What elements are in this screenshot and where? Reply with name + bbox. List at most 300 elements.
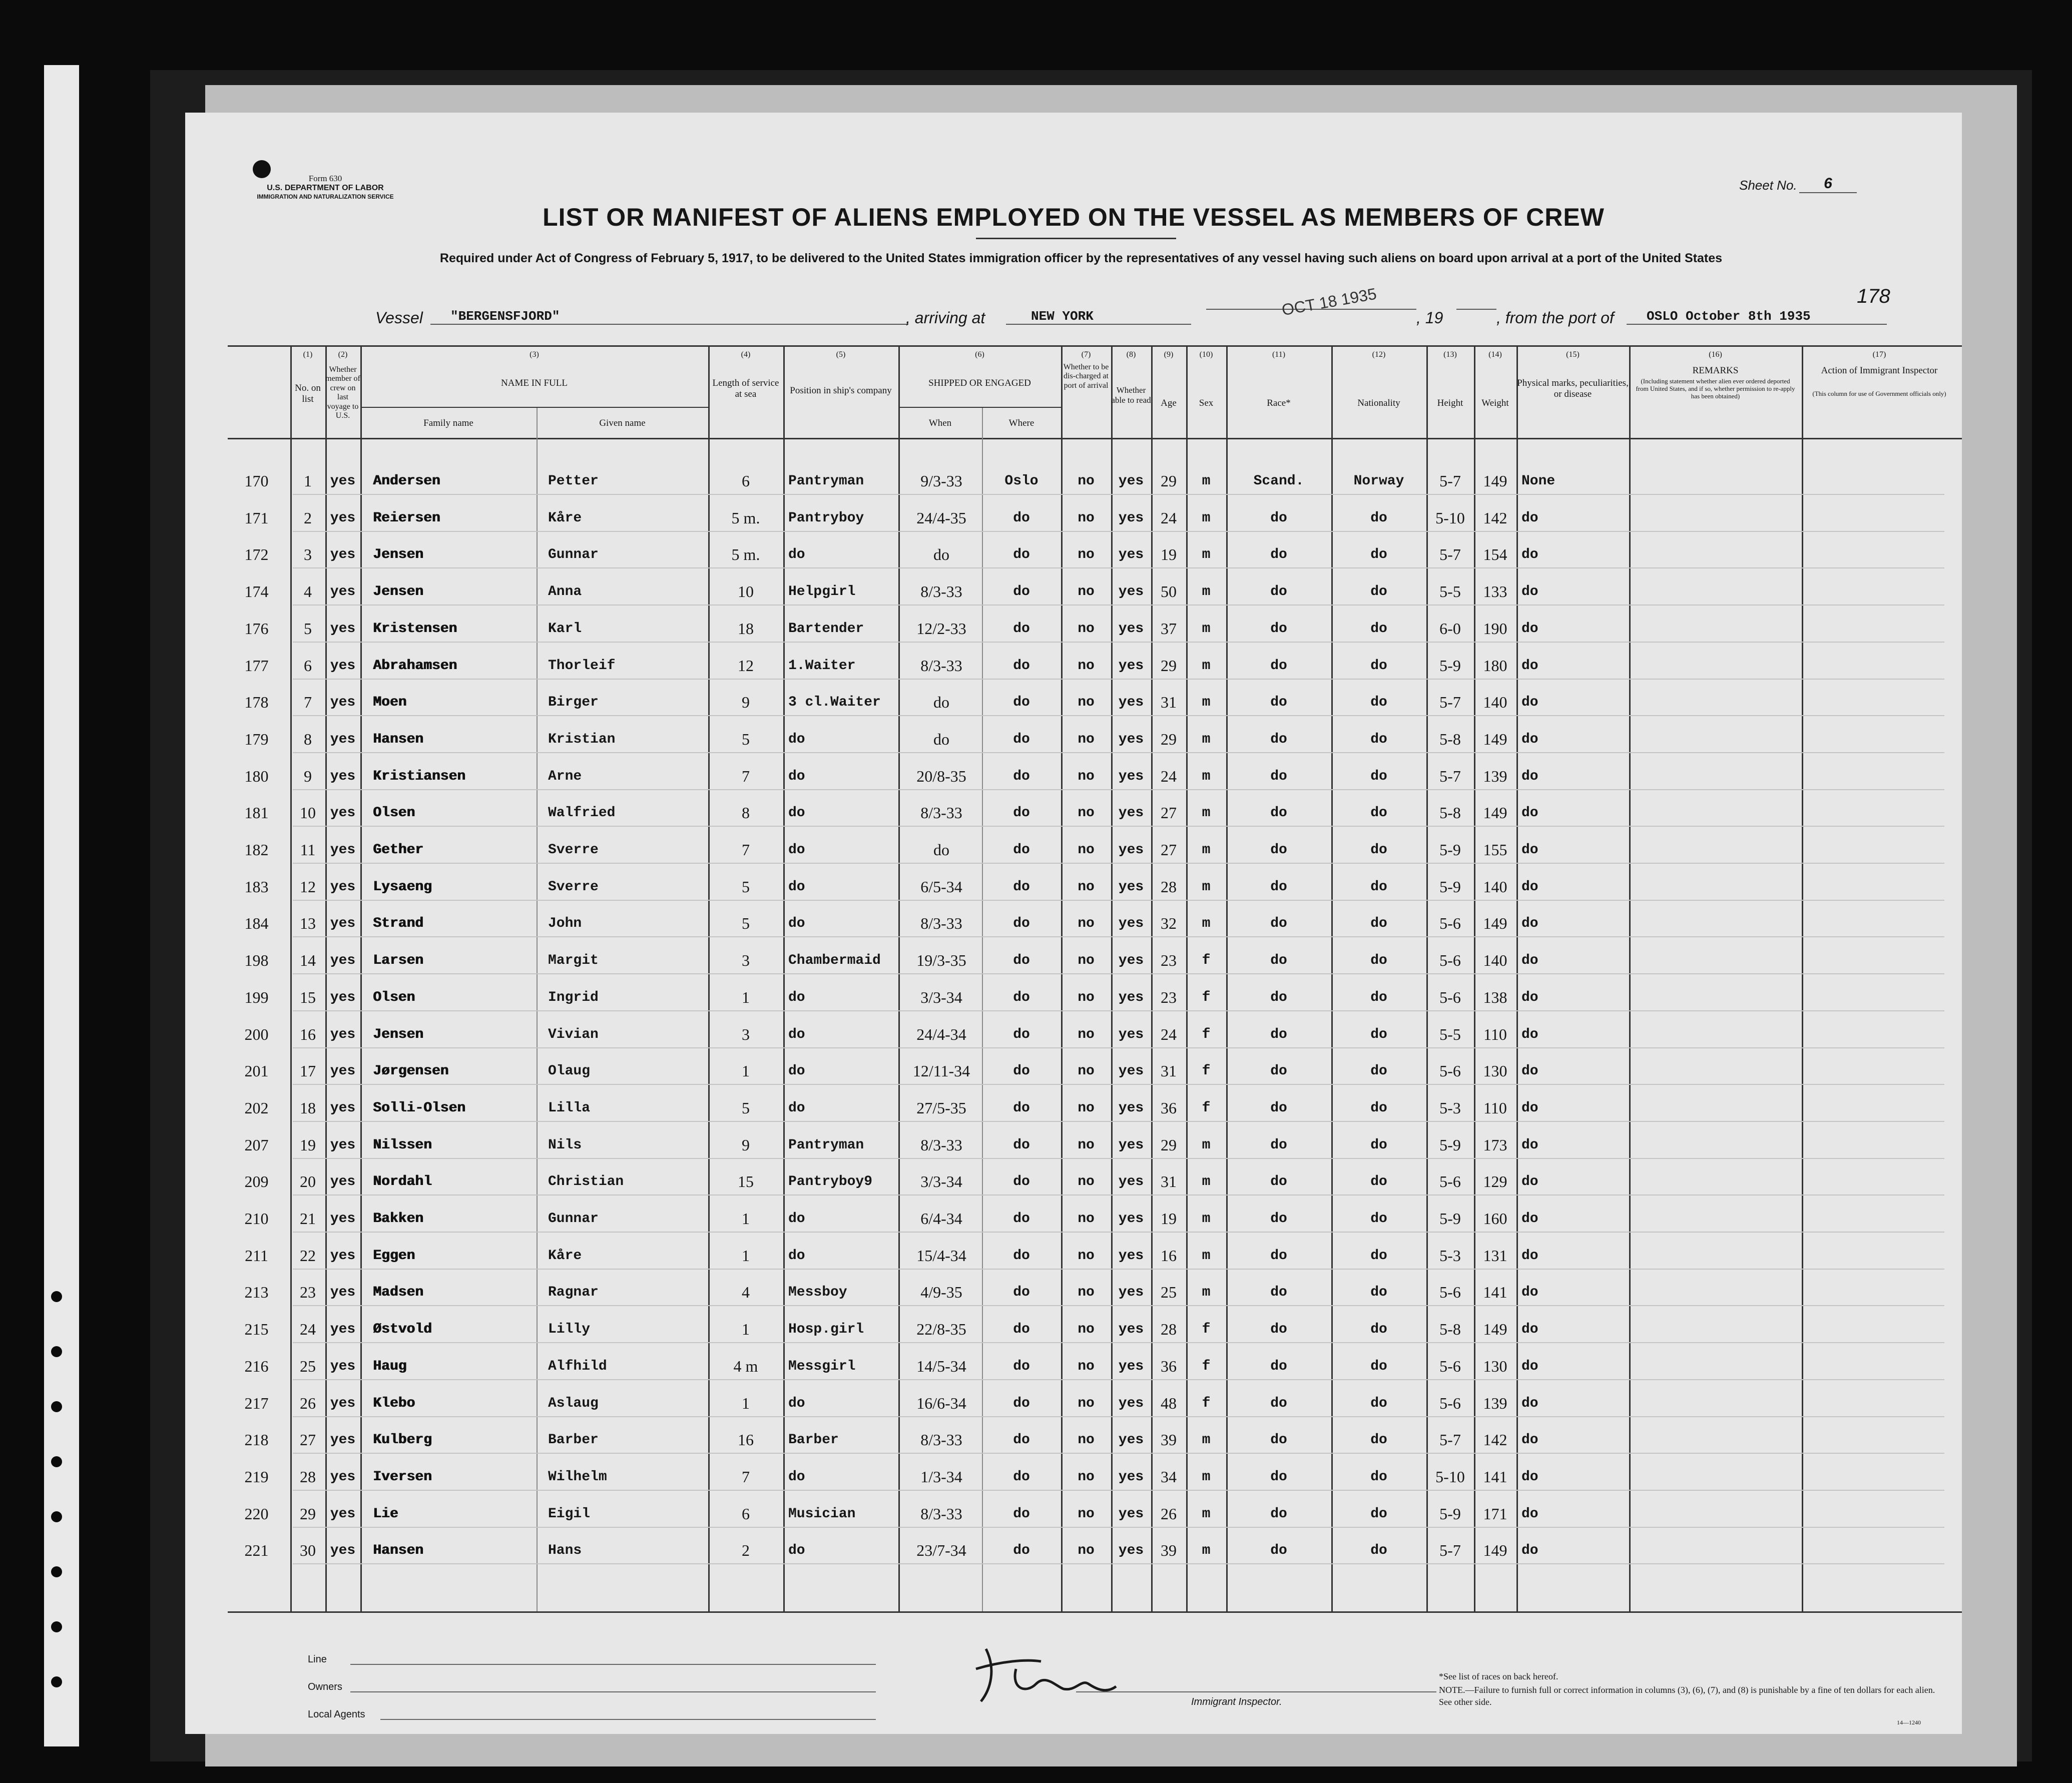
cell-disch: no	[1078, 1174, 1095, 1190]
cell-disch: no	[1078, 1248, 1095, 1264]
cell-age: 29	[1161, 1135, 1177, 1154]
punch-hole	[51, 1621, 62, 1632]
cell-sex: f	[1202, 1100, 1211, 1116]
cell-weight: 149	[1483, 472, 1507, 490]
table-row	[185, 500, 1962, 536]
table-row	[185, 1053, 1962, 1089]
cell-no: 8	[304, 730, 312, 748]
cell-read: yes	[1118, 1174, 1144, 1190]
cell-given: Thorleif	[548, 658, 616, 674]
cell-where: do	[1013, 953, 1030, 969]
cell-given: Barber	[548, 1432, 599, 1448]
form-number: Form 630	[308, 174, 342, 183]
departure-port: OSLO October 8th 1935	[1627, 309, 1887, 325]
cell-race: do	[1270, 1285, 1287, 1301]
cell-read: yes	[1118, 547, 1144, 563]
manifest-sheet	[185, 113, 1962, 1734]
cell-marks: None	[1521, 473, 1556, 489]
cell-nat: do	[1370, 1248, 1387, 1264]
cell-marks: do	[1521, 842, 1538, 858]
cell-weight: 149	[1483, 914, 1507, 933]
fine-note: NOTE.—Failure to furnish full or correct information in columns (3), (6), (7), and (8) is punishable by a fine of ten dollars for each alien. See other side.	[1439, 1685, 1935, 1707]
cell-race: do	[1270, 805, 1287, 821]
cell-when: do	[933, 545, 949, 564]
cell-age: 28	[1161, 1320, 1177, 1339]
cell-weight: 133	[1483, 582, 1507, 601]
cell-read: yes	[1118, 879, 1144, 895]
cell-disch: no	[1078, 768, 1095, 784]
cell-weight: 130	[1483, 1357, 1507, 1375]
cell-position: do	[788, 731, 805, 747]
cell-position: do	[788, 1063, 805, 1079]
cell-where: do	[1013, 1100, 1030, 1116]
cell-marks: do	[1521, 1285, 1538, 1301]
cell-family: Østvold	[373, 1322, 432, 1338]
cell-position: 1.Waiter	[788, 658, 856, 674]
cell-no: 11	[300, 841, 316, 859]
cell-given: Ingrid	[548, 989, 599, 1005]
cell-given: Kåre	[548, 510, 582, 526]
cell-weight: 129	[1483, 1172, 1507, 1191]
cell-nat: do	[1370, 695, 1387, 711]
cell-where: do	[1013, 1358, 1030, 1374]
cell-family: Solli-Olsen	[373, 1100, 465, 1116]
cell-ref: 221	[244, 1541, 269, 1560]
cell-height: 5-8	[1439, 730, 1461, 748]
cell-marks: do	[1521, 1358, 1538, 1374]
cell-sex: m	[1202, 584, 1211, 600]
cell-when: 3/3-34	[920, 1172, 962, 1191]
cell-no: 10	[300, 804, 316, 822]
cell-nat: do	[1370, 731, 1387, 747]
date-stamp: OCT 18 1935	[1280, 284, 1378, 319]
cell-marks: do	[1521, 621, 1538, 637]
cell-race: do	[1270, 768, 1287, 784]
cell-disch: no	[1078, 658, 1095, 674]
cell-height: 5-7	[1439, 472, 1461, 490]
cell-weight: 160	[1483, 1210, 1507, 1228]
cell-where: do	[1013, 731, 1030, 747]
cell-service: 8	[742, 804, 750, 822]
cell-position: Barber	[788, 1432, 839, 1448]
cell-marks: do	[1521, 510, 1538, 526]
cell-height: 5-9	[1439, 877, 1461, 896]
cell-ref: 218	[244, 1431, 269, 1449]
cell-age: 24	[1161, 767, 1177, 785]
owners-label: Owners	[308, 1681, 342, 1692]
cell-sex: f	[1202, 1063, 1211, 1079]
cell-age: 37	[1161, 619, 1177, 638]
cell-sex: f	[1202, 989, 1211, 1005]
cell-read: yes	[1118, 842, 1144, 858]
cell-position: do	[788, 805, 805, 821]
cell-when: do	[933, 730, 949, 748]
cell-nat: do	[1370, 879, 1387, 895]
cell-read: yes	[1118, 1543, 1144, 1559]
cell-nat: do	[1370, 1026, 1387, 1042]
shipped-subrule	[898, 407, 1061, 408]
cell-marks: do	[1521, 584, 1538, 600]
col-num: (13)	[1443, 350, 1457, 359]
cell-sex: m	[1202, 1211, 1211, 1227]
cell-service: 7	[742, 1467, 750, 1486]
cell-no: 2	[304, 508, 312, 527]
cell-given: Anna	[548, 584, 582, 600]
cell-crew: yes	[330, 989, 356, 1005]
cell-where: do	[1013, 1543, 1030, 1559]
table-top-rule	[228, 345, 1962, 347]
cell-weight: 142	[1483, 1431, 1507, 1449]
page-title: LIST OR MANIFEST OF ALIENS EMPLOYED ON THE VESSEL AS MEMBERS OF CREW	[543, 203, 1605, 231]
cell-marks: do	[1521, 1248, 1538, 1264]
cell-ref: 220	[244, 1504, 269, 1523]
punch-hole	[253, 160, 271, 178]
cell-read: yes	[1118, 1100, 1144, 1116]
cell-crew: yes	[330, 510, 356, 526]
cell-nat: do	[1370, 1100, 1387, 1116]
cell-family: Kristensen	[373, 621, 457, 637]
cell-no: 28	[300, 1467, 316, 1486]
table-row	[185, 721, 1962, 758]
cell-where: do	[1013, 547, 1030, 563]
cell-given: Eigil	[548, 1506, 591, 1522]
cell-family: Kristiansen	[373, 768, 465, 784]
cell-given: John	[548, 916, 582, 932]
cell-age: 31	[1161, 1062, 1177, 1080]
cell-family: Eggen	[373, 1248, 415, 1264]
cell-race: do	[1270, 989, 1287, 1005]
header-action: Action of Immigrant Inspector	[1821, 365, 1938, 376]
cell-marks: do	[1521, 1211, 1538, 1227]
cell-no: 1	[304, 472, 312, 490]
cell-service: 1	[742, 1246, 750, 1265]
cell-family: Gether	[373, 842, 423, 858]
cell-age: 31	[1161, 1172, 1177, 1191]
cell-given: Lilla	[548, 1100, 591, 1116]
cell-crew: yes	[330, 1026, 356, 1042]
cell-where: do	[1013, 1174, 1030, 1190]
cell-given: Petter	[548, 473, 599, 489]
cell-height: 5-7	[1439, 1541, 1461, 1560]
cell-weight: 138	[1483, 988, 1507, 1006]
cell-family: Olsen	[373, 805, 415, 821]
punch-hole	[51, 1511, 62, 1522]
cell-ref: 199	[244, 988, 269, 1006]
cell-no: 22	[300, 1246, 316, 1265]
cell-service: 5 m.	[731, 508, 760, 527]
cell-sex: m	[1202, 768, 1211, 784]
cell-when: 8/3-33	[920, 1504, 962, 1523]
cell-age: 39	[1161, 1541, 1177, 1560]
cell-nat: do	[1370, 510, 1387, 526]
cell-when: 22/8-35	[916, 1320, 966, 1339]
table-row	[185, 1163, 1962, 1200]
header-given: Given name	[599, 418, 646, 428]
cell-service: 5	[742, 877, 750, 896]
cell-service: 15	[738, 1172, 754, 1191]
line-field	[350, 1664, 876, 1665]
cell-ref: 216	[244, 1357, 269, 1375]
table-row	[185, 648, 1962, 684]
cell-position: Chambermaid	[788, 953, 881, 969]
cell-age: 50	[1161, 582, 1177, 601]
cell-ref: 183	[244, 877, 269, 896]
header-sex: Sex	[1199, 398, 1214, 408]
year-label: , 19	[1416, 309, 1443, 327]
cell-service: 7	[742, 767, 750, 785]
cell-no: 20	[300, 1172, 316, 1191]
cell-family: Hansen	[373, 1543, 423, 1559]
cell-nat: do	[1370, 1285, 1387, 1301]
cell-service: 5 m.	[731, 545, 760, 564]
cell-race: do	[1270, 695, 1287, 711]
cell-when: 8/3-33	[920, 914, 962, 933]
cell-height: 5-3	[1439, 1246, 1461, 1265]
cell-read: yes	[1118, 1358, 1144, 1374]
table-row	[185, 1127, 1962, 1163]
cell-crew: yes	[330, 1285, 356, 1301]
cell-service: 1	[742, 1394, 750, 1412]
cell-age: 24	[1161, 508, 1177, 527]
cell-given: Sverre	[548, 879, 599, 895]
cell-disch: no	[1078, 1432, 1095, 1448]
cell-given: Christian	[548, 1174, 624, 1190]
cell-race: do	[1270, 1322, 1287, 1338]
cell-position: do	[788, 547, 805, 563]
col-num: (12)	[1372, 350, 1386, 359]
cell-where: do	[1013, 584, 1030, 600]
header-no: No. on list	[295, 383, 321, 404]
cell-race: do	[1270, 1063, 1287, 1079]
cell-crew: yes	[330, 731, 356, 747]
cell-sex: m	[1202, 842, 1211, 858]
cell-sex: m	[1202, 473, 1211, 489]
cell-where: do	[1013, 1395, 1030, 1411]
cell-ref: 215	[244, 1320, 269, 1339]
table-row	[185, 905, 1962, 942]
line-label: Line	[308, 1654, 327, 1665]
cell-marks: do	[1521, 768, 1538, 784]
cell-family: Abrahamsen	[373, 658, 457, 674]
cell-age: 34	[1161, 1467, 1177, 1486]
cell-marks: do	[1521, 695, 1538, 711]
cell-weight: 190	[1483, 619, 1507, 638]
cell-service: 1	[742, 1062, 750, 1080]
cell-family: Nordahl	[373, 1174, 432, 1190]
cell-service: 16	[738, 1431, 754, 1449]
punch-hole	[51, 1401, 62, 1412]
cell-nat: Norway	[1353, 473, 1404, 489]
cell-ref: 217	[244, 1394, 269, 1412]
cell-no: 7	[304, 693, 312, 712]
cell-ref: 170	[244, 472, 269, 490]
cell-crew: yes	[330, 953, 356, 969]
cell-nat: do	[1370, 916, 1387, 932]
cell-nat: do	[1370, 805, 1387, 821]
table-row	[185, 1238, 1962, 1274]
cell-age: 29	[1161, 656, 1177, 675]
cell-position: do	[788, 1395, 805, 1411]
cell-race: do	[1270, 953, 1287, 969]
cell-crew: yes	[330, 879, 356, 895]
header-age: Age	[1161, 398, 1177, 408]
table-row	[185, 1459, 1962, 1495]
cell-service: 1	[742, 1320, 750, 1339]
header-family: Family name	[423, 418, 473, 428]
cell-marks: do	[1521, 1506, 1538, 1522]
cell-disch: no	[1078, 1100, 1095, 1116]
cell-weight: 142	[1483, 508, 1507, 527]
cell-race: do	[1270, 731, 1287, 747]
cell-given: Wilhelm	[548, 1469, 607, 1485]
cell-position: do	[788, 1248, 805, 1264]
cell-read: yes	[1118, 1432, 1144, 1448]
cell-sex: m	[1202, 1174, 1211, 1190]
cell-sex: m	[1202, 1506, 1211, 1522]
cell-disch: no	[1078, 1506, 1095, 1522]
cell-sex: m	[1202, 916, 1211, 932]
cell-family: Olsen	[373, 989, 415, 1005]
cell-given: Hans	[548, 1543, 582, 1559]
cell-sex: m	[1202, 658, 1211, 674]
cell-position: do	[788, 1211, 805, 1227]
cell-height: 5-9	[1439, 656, 1461, 675]
cell-no: 16	[300, 1025, 316, 1043]
cell-crew: yes	[330, 1100, 356, 1116]
table-row	[185, 573, 1962, 610]
vessel-name: "BERGENSFJORD"	[430, 309, 908, 325]
cell-marks: do	[1521, 879, 1538, 895]
cell-when: do	[933, 841, 949, 859]
header-height: Height	[1437, 398, 1463, 408]
cell-no: 30	[300, 1541, 316, 1560]
cell-crew: yes	[330, 768, 356, 784]
cell-nat: do	[1370, 989, 1387, 1005]
cell-nat: do	[1370, 1432, 1387, 1448]
cell-service: 6	[742, 472, 750, 490]
cell-position: Messgirl	[788, 1358, 856, 1374]
department: U.S. DEPARTMENT OF LABOR	[267, 184, 384, 192]
cell-height: 5-6	[1439, 988, 1461, 1006]
cell-no: 17	[300, 1062, 316, 1080]
header-position: Position in ship's company	[790, 385, 892, 396]
cell-weight: 140	[1483, 693, 1507, 712]
cell-when: 23/7-34	[916, 1541, 966, 1560]
cell-read: yes	[1118, 1395, 1144, 1411]
cell-given: Birger	[548, 695, 599, 711]
cell-disch: no	[1078, 1211, 1095, 1227]
cell-no: 6	[304, 656, 312, 675]
cell-sex: f	[1202, 1358, 1211, 1374]
cell-sex: m	[1202, 879, 1211, 895]
cell-race: do	[1270, 1543, 1287, 1559]
cell-weight: 173	[1483, 1135, 1507, 1154]
cell-position: Bartender	[788, 621, 864, 637]
cell-disch: no	[1078, 1322, 1095, 1338]
cell-family: Iversen	[373, 1469, 432, 1485]
cell-age: 25	[1161, 1283, 1177, 1302]
cell-ref: 182	[244, 841, 269, 859]
cell-no: 19	[300, 1135, 316, 1154]
cell-height: 5-7	[1439, 1431, 1461, 1449]
cell-nat: do	[1370, 1469, 1387, 1485]
header-bottom-rule	[228, 438, 1962, 439]
header-where: Where	[1008, 418, 1034, 428]
cell-given: Sverre	[548, 842, 599, 858]
table-row	[185, 1016, 1962, 1053]
cell-race: Scand.	[1253, 473, 1304, 489]
cell-read: yes	[1118, 1469, 1144, 1485]
cell-height: 5-10	[1435, 1467, 1465, 1486]
vessel-label: Vessel	[375, 309, 423, 327]
cell-family: Hansen	[373, 731, 423, 747]
name-subrule	[360, 407, 708, 408]
cell-marks: do	[1521, 731, 1538, 747]
cell-family: Andersen	[373, 473, 440, 489]
cell-where: do	[1013, 768, 1030, 784]
cell-read: yes	[1118, 1285, 1144, 1301]
cell-height: 5-8	[1439, 1320, 1461, 1339]
cell-service: 5	[742, 1098, 750, 1117]
punch-hole	[51, 1456, 62, 1467]
cell-read: yes	[1118, 989, 1144, 1005]
cell-weight: 110	[1483, 1025, 1507, 1043]
cell-nat: do	[1370, 658, 1387, 674]
punch-hole	[51, 1676, 62, 1687]
col-num: (10)	[1199, 350, 1213, 359]
cell-age: 27	[1161, 841, 1177, 859]
cell-given: Arne	[548, 768, 582, 784]
cell-read: yes	[1118, 1137, 1144, 1153]
cell-age: 23	[1161, 951, 1177, 970]
cell-family: Reiersen	[373, 510, 440, 526]
cell-no: 29	[300, 1504, 316, 1523]
cell-no: 25	[300, 1357, 316, 1375]
cell-disch: no	[1078, 916, 1095, 932]
cell-marks: do	[1521, 1543, 1538, 1559]
header-crew: Whether member of crew on last voyage to U.S.	[325, 365, 360, 420]
cell-race: do	[1270, 1248, 1287, 1264]
header-nationality: Nationality	[1357, 398, 1400, 408]
table-row	[185, 795, 1962, 831]
table-row	[185, 942, 1962, 979]
cell-disch: no	[1078, 879, 1095, 895]
cell-nat: do	[1370, 768, 1387, 784]
cell-sex: m	[1202, 1248, 1211, 1264]
from-label: , from the port of	[1496, 309, 1614, 327]
cell-when: 27/5-35	[916, 1098, 966, 1117]
cell-ref: 181	[244, 804, 269, 822]
cell-position: do	[788, 989, 805, 1005]
cell-where: do	[1013, 1322, 1030, 1338]
cell-given: Olaug	[548, 1063, 591, 1079]
cell-service: 2	[742, 1541, 750, 1560]
cell-where: do	[1013, 1506, 1030, 1522]
cell-no: 27	[300, 1431, 316, 1449]
header-action-note: (This column for use of Government officials only)	[1812, 390, 1946, 397]
cell-position: do	[788, 768, 805, 784]
cell-crew: yes	[330, 473, 356, 489]
cell-service: 5	[742, 914, 750, 933]
cell-no: 9	[304, 767, 312, 785]
cell-service: 4	[742, 1283, 750, 1302]
col-num: (9)	[1164, 350, 1174, 359]
cell-crew: yes	[330, 1174, 356, 1190]
cell-weight: 149	[1483, 730, 1507, 748]
cell-age: 24	[1161, 1025, 1177, 1043]
punch-hole	[51, 1566, 62, 1577]
cell-where: do	[1013, 989, 1030, 1005]
